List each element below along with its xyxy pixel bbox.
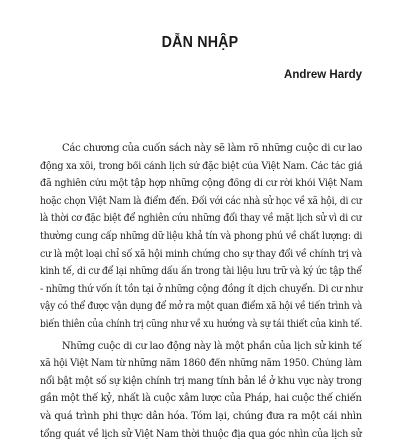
chapter-title: DẪN NHẬP [16, 34, 384, 52]
text-line: cư là một loại chỉ số xã hội minh chứng cho sự thay đổi về chính trị và [40, 246, 348, 264]
paragraph-2 [40, 338, 362, 443]
text-line: là thời cơ đặc biệt để nghiên cứu những đổi thay về mặt lịch sử vì di cư [40, 210, 343, 228]
text-line: động xa xôi, trong bối cảnh lịch sử đặc biệt của Việt Nam. Các tác giả [40, 158, 349, 176]
text-line: biến thiên của chính trị cũng như về xu hướng và sự tái thiết của kinh tế. [40, 316, 335, 334]
text-line: tổng quát về lịch sử Việt Nam thời thuộc địa qua góc nhìn của lịch sử [40, 426, 350, 443]
text-line: gần một thế kỷ, nhất là cuộc xâm lược của Pháp, hai cuộc thế chiến [40, 390, 357, 408]
text-line: thường cung cấp những dữ liệu khả tín và phong phú về chất lượng: di [40, 228, 345, 246]
text-line: Những cuộc di cư lao động này là một phần của lịch sử kinh tế [40, 338, 360, 356]
text-line: kinh tế, di cư để lại những dấu ấn trong tài liệu lưu trữ và ký ức tập thể [40, 263, 341, 281]
text-line: hoặc chọn Việt Nam là điểm đến. Đối với các nhà sử học về xã hội, di cư [40, 193, 338, 211]
text-line: đã nghiên cứu một tập hợp những cộng đồng di cư rời khỏi Việt Nam [40, 175, 352, 193]
text-line: - những thứ vốn ít tồn tại ở những cộng đồng ít dịch chuyển. Di cư như [40, 281, 345, 299]
chapter-body [40, 140, 362, 443]
text-line: Các chương của cuốn sách này sẽ làm rõ những cuộc di cư lao [40, 140, 362, 158]
text-line: xã hội Việt Nam từ những năm 1860 đến những năm 1950. Chúng làm [40, 355, 344, 373]
text-line: và quá trình phi thực dân hóa. Tóm lại, chúng đưa ra một cái nhìn [40, 408, 362, 426]
paragraph-1 [40, 140, 362, 334]
text-line: vậy có thể được vận dụng để mở ra một quan điểm xã hội về tiến trình và [40, 298, 333, 316]
text-line: nổi bật một số sự kiện chính trị mang tính bản lề ở khu vực này trong [40, 373, 350, 391]
chapter-author: Andrew Hardy [284, 69, 362, 81]
